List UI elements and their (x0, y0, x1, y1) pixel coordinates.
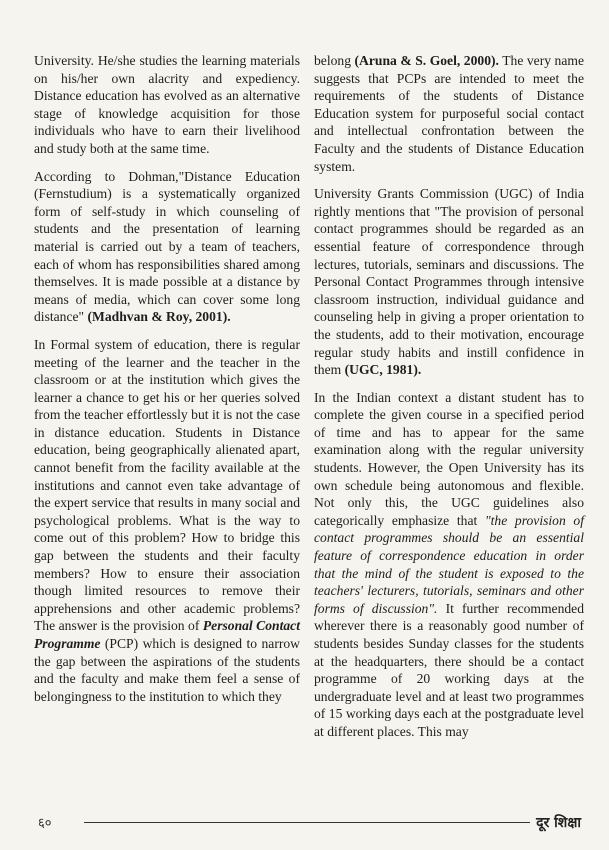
right-paragraph-2: University Grants Commission (UGC) of India rightly mentions that "The provision of personal contact programmes should be regarded as an essential feature of correspondence through lectures, tutorials, seminars and discussions. The Personal Contact Programmes through intensive classroom instruction, individual guidance and counseling help in giving a proper orientation to the students, add to their motivation, encourage regular study habits and instill confidence in them (UGC, 1981). (314, 186, 584, 378)
right-paragraph-1: belong (Aruna & S. Goel, 2000). The very name suggests that PCPs are intended to meet the requirements of the students of Distance Education system for purposeful social contact and intellectual confrontation between the Faculty and the students of Distance Education system. (314, 53, 584, 174)
footer-rule (84, 822, 530, 823)
citation-ugc: (UGC, 1981). (344, 362, 422, 378)
citation-aruna-goel: (Aruna & S. Goel, 2000). (354, 53, 499, 68)
right-column (314, 52, 584, 751)
left-paragraph-3: In Formal system of education, there is regular meeting of the learner and the teacher in the classroom or at the institution which gives the learner a chance to get his or her queries solved from the teacher effortlessly but it is not the case in distance education. Students in Distance education, being geographically alienated apart, cannot benefit from the facility available at the institutions and cannot even take advantage of the expert service that results in many social and psychological problems. What is the way to come out of this problem? How to bridge this gap between the students and their faculty members? How to ensure their association though limited resources to remove their apprehensions and other academic problems? The answer is the provision of Personal Contact Programme (PCP) which is designed to narrow the gap between the aspirations of the students and the faculty and make them feel a sense of belongingness to the institution to which they (34, 336, 300, 704)
pcp-term: Personal Contact Programme (34, 618, 300, 651)
journal-name: दूर शिक्षा (536, 814, 581, 831)
citation-madhvan-roy: (Madhvan & Roy, 2001). (87, 309, 231, 325)
left-paragraph-1: University. He/she studies the learning materials on his/her own alacrity and expediency. Distance education has evolved as an alternative stage of knowledge acquisition for those individuals who have to earn their livelihood and study both at the same time. (34, 53, 300, 156)
left-column (34, 52, 300, 715)
left-paragraph-2: According to Dohman,"Distance Education (Fernstudium) is a systematically organized form of self-study in which counseling of students and the presentation of learning material is carried out by a team of teachers, each of whom has responsibilities shared among themselves. It is made possible at a distance by means of media, which can cover some long distance" (Madhvan & Roy, 2001). (34, 168, 300, 325)
page-number: ६० (38, 816, 52, 831)
right-paragraph-3: In the Indian context a distant student has to complete the given course in a specified period of time and has to appear for the same examination along with the regular university students. However, the Open University has its own schedule being autonomous and flexible. Not only this, the UGC guidelines also categorically emphasize that "the provision of contact programmes should be an essential feature of correspondence education in order that the mind of the student is exposed to the teachers' lecturers, tutorials, seminars and other forms of discussion". It further recommended wherever there is a reasonably good number of students besides Sunday classes for the students at the headquarters, there should be a contact programme of 20 working days at the undergraduate level and at least two programmes of 15 working days each at the postgraduate level at different places. This may (314, 389, 585, 739)
page-footer (38, 812, 581, 832)
ugc-quote: "the provision of contact programmes should be an essential feature of correspondence education in order that the mind of the student is exposed to the teachers' lecturers, tutorials, seminars and other forms of discussion". (314, 512, 584, 616)
